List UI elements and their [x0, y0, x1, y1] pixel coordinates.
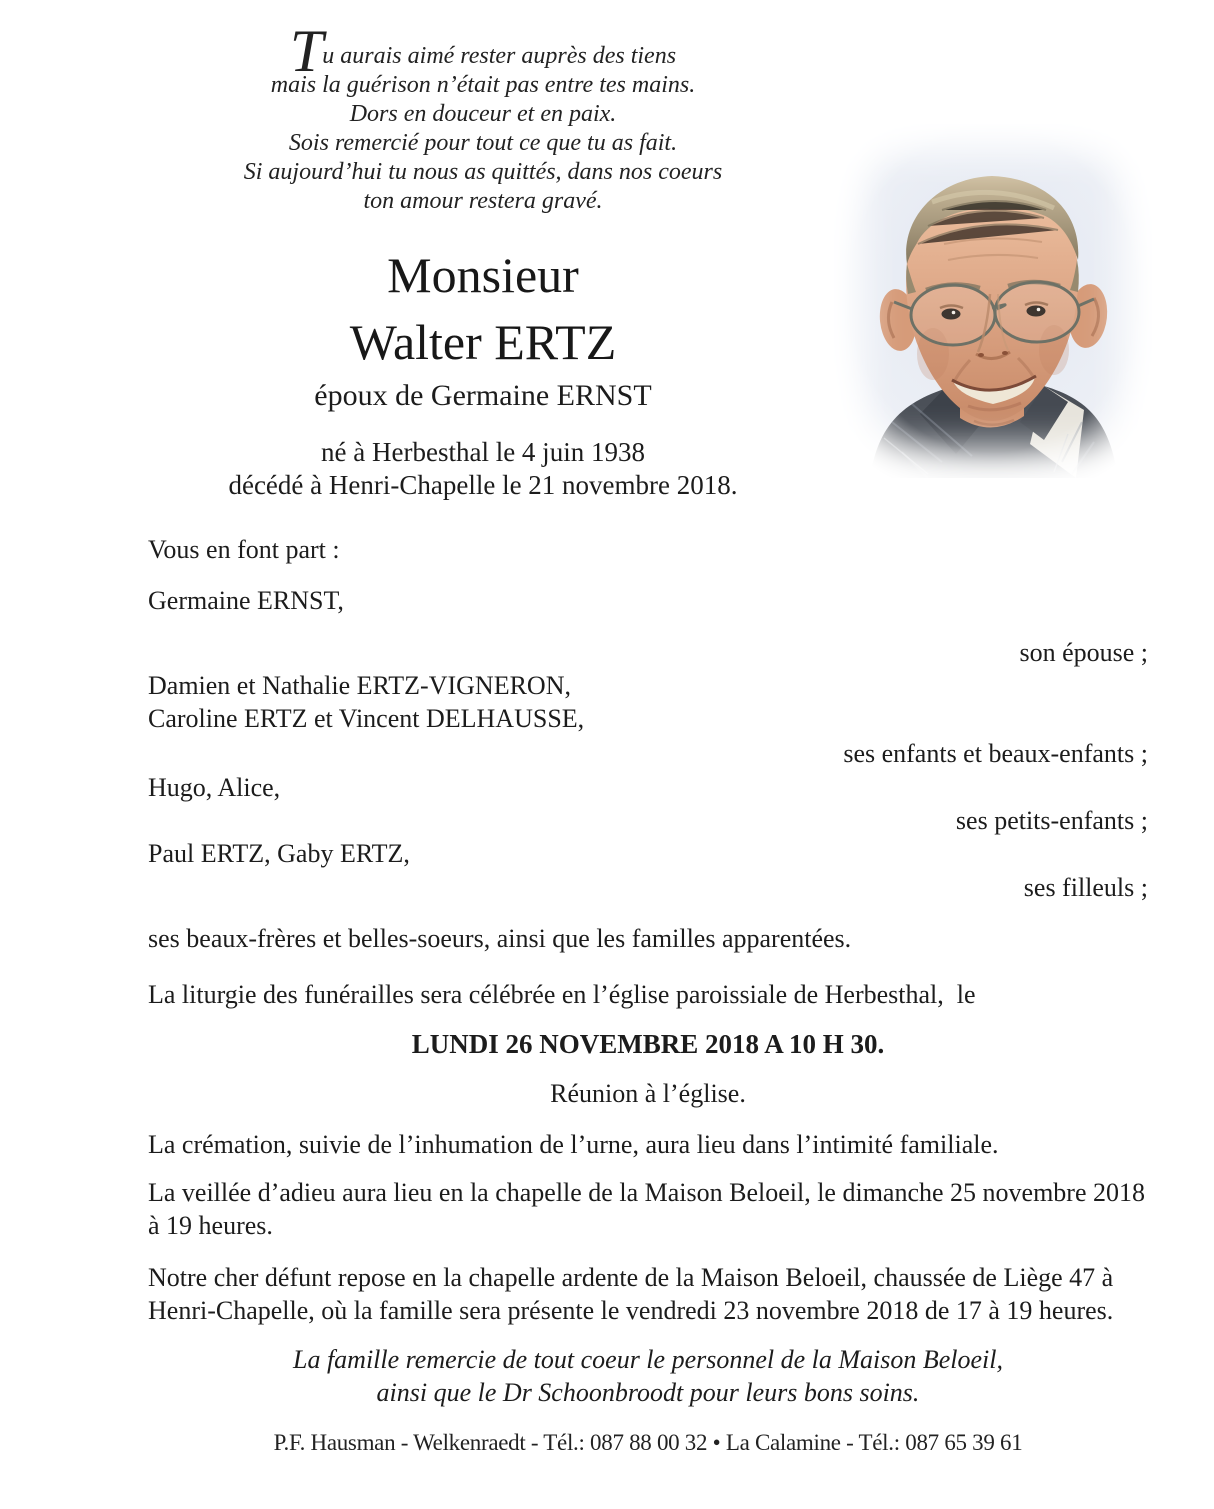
spouse-line: époux de Germaine ERNST: [314, 379, 652, 413]
death-line: décédé à Henri-Chapelle le 21 novembre 2018.: [228, 470, 738, 501]
meeting-line: Réunion à l’église.: [550, 1079, 746, 1109]
thanks-paragraph: [148, 1343, 1148, 1409]
family-names: Paul ERTZ, Gaby ERTZ,: [148, 839, 410, 869]
thanks-line-2: ainsi que le Dr Schoonbroodt pour leurs bons soins.: [376, 1377, 920, 1407]
funeral-home-footer: P.F. Hausman - Welkenraedt - Tél.: 087 88 00 32 • La Calamine - Tél.: 087 65 39 61: [273, 1429, 1023, 1455]
thanks-line-1: La famille remercie de tout coeur le personnel de la Maison Beloeil,: [292, 1344, 1004, 1374]
ceremony-date: LUNDI 26 NOVEMBRE 2018 A 10 H 30.: [411, 1029, 885, 1060]
poem-line: [0, 18, 966, 84]
drop-cap-initial: T: [289, 18, 322, 84]
poem-line: Sois remercié pour tout ce que tu as fait.: [288, 130, 678, 157]
deceased-salutation: Monsieur: [387, 247, 579, 304]
family-relation: ses filleuls ;: [1023, 873, 1148, 903]
announcement-body: [148, 533, 1152, 1457]
life-dates: [0, 436, 966, 502]
family-relation: son épouse ;: [1019, 638, 1148, 668]
cremation-line: La crémation, suivie de l’inhumation de l’urne, aura lieu dans l’intimité familiale.: [148, 1130, 999, 1160]
intro-line: Vous en font part :: [148, 535, 340, 564]
family-name-line: Damien et Nathalie ERTZ-VIGNERON,: [148, 671, 571, 701]
family-names: [148, 669, 1148, 735]
header-block: [0, 18, 966, 502]
poem-line: Si aujourd’hui tu nous as quittés, dans nos coeurs: [243, 159, 723, 186]
family-relation: ses enfants et beaux-enfants ;: [843, 739, 1148, 769]
liturgy-line: La liturgie des funérailles sera célébrée en l’église paroissiale de Herbesthal, le: [148, 980, 976, 1010]
family-names: Hugo, Alice,: [148, 773, 281, 803]
deceased-title: [0, 242, 966, 375]
memorial-poem: [0, 18, 966, 216]
family-name-line: Caroline ERTZ et Vincent DELHAUSSE,: [148, 704, 585, 734]
vigil-paragraph: La veillée d’adieu aura lieu en la chapelle de la Maison Beloeil, le dimanche 25 novembre 2018 à 19 heures.: [148, 1177, 1152, 1240]
poem-line: ton amour restera gravé.: [363, 188, 603, 215]
poem-line-1-text: u aurais aimé rester auprès des tiens: [322, 43, 677, 69]
portrait-photo-illustration: [832, 122, 1154, 478]
deceased-name: Walter ERTZ: [349, 313, 617, 370]
family-relation: ses petits-enfants ;: [955, 806, 1148, 836]
family-closing: ses beaux-frères et belles-soeurs, ainsi que les familles apparentées.: [148, 924, 852, 954]
repose-paragraph: Notre cher défunt repose en la chapelle ardente de la Maison Beloeil, chaussée de Liège 47 à Henri-Chapelle, où la famille sera présente le vendredi 23 novembre 2018 de 17 à 19 heures.: [148, 1262, 1120, 1325]
poem-line: Dors en douceur et en paix.: [349, 101, 617, 128]
family-names: Germaine ERNST,: [148, 586, 344, 616]
portrait-photo: [832, 122, 1154, 478]
birth-line: né à Herbesthal le 4 juin 1938: [321, 437, 645, 468]
poem-line: mais la guérison n’était pas entre tes mains.: [270, 72, 696, 99]
